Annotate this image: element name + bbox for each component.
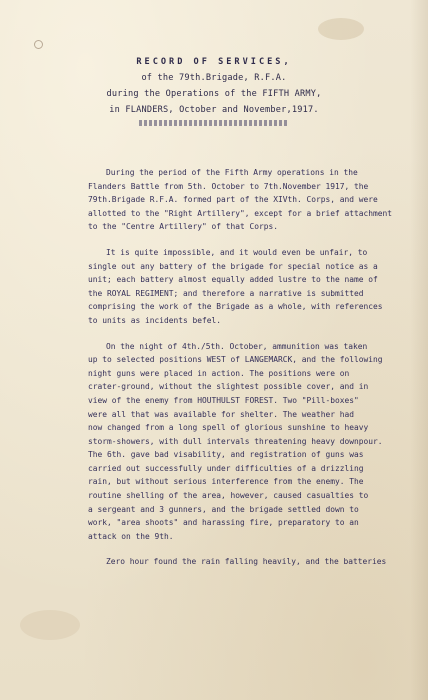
text-line: night guns were placed in action. The positions were on — [88, 368, 350, 378]
text-line: were all that was available for shelter. The weather had — [88, 409, 355, 419]
document-header — [0, 54, 428, 126]
text-line: crater-ground, without the slightest possible cover, and in — [88, 382, 369, 392]
paragraph-3 — [88, 340, 406, 544]
text-line: up to selected positions WEST of LANGEMARCK, and the following — [88, 355, 383, 365]
text-line: routine shelling of the area, however, caused casualties to — [88, 491, 369, 501]
text-line: During the period of the Fifth Army operations in the — [106, 168, 358, 177]
text-line: work, "area shoots" and harassing fire, preparatory to an — [88, 518, 359, 528]
text-line: storm-showers, with dull intervals threatening heavy downpour. — [88, 436, 383, 446]
text-line: Zero hour found the rain falling heavily, and the batteries — [106, 557, 387, 567]
text-line: comprising the work of the Brigade as a whole, with references — [88, 302, 383, 312]
text-line: Flanders Battle from 5th. October to 7th.November 1917, the — [88, 181, 369, 191]
text-line: attack on the 9th. — [88, 531, 174, 541]
text-line: to units as incidents befel. — [88, 315, 222, 325]
text-line: On the night of 4th./5th. October, ammunition was taken — [106, 341, 368, 351]
paragraph-1 — [88, 166, 406, 234]
text-line: allotted to the "Right Artillery", except for a brief attachment — [88, 208, 393, 218]
text-line: It is quite impossible, and it would even be unfair, to — [106, 247, 368, 257]
text-line: unit; each battery almost equally added lustre to the name of — [88, 275, 378, 285]
document-body — [88, 166, 406, 581]
punch-hole-mark — [34, 40, 43, 49]
paper-stain — [20, 610, 80, 640]
header-divider — [139, 120, 289, 126]
paragraph-2 — [88, 246, 406, 328]
text-line: a sergeant and 3 gunners, and the brigade settled down to — [88, 504, 359, 514]
text-line: The 6th. gave bad visability, and registration of guns was — [88, 450, 364, 460]
paper-stain — [318, 18, 364, 40]
text-line: single out any battery of the brigade for special notice as a — [88, 261, 378, 271]
header-operations: during the Operations of the FIFTH ARMY, — [106, 89, 322, 99]
text-line: rain, but without serious interference from the enemy. The — [88, 477, 364, 487]
header-location-date: in FLANDERS, October and November,1917. — [109, 105, 319, 115]
text-line: view of the enemy from HOUTHULST FOREST. Two "Pill-boxes" — [88, 395, 359, 405]
document-title: RECORD OF SERVICES, — [136, 57, 292, 67]
text-line: carried out successfully under difficulties of a drizzling — [88, 463, 364, 473]
text-line: now changed from a long spell of glorious sunshine to heavy — [88, 423, 369, 433]
paragraph-4 — [88, 555, 406, 569]
header-brigade: of the 79th.Brigade, R.F.A. — [141, 73, 287, 83]
text-line: 79th.Brigade R.F.A. formed part of the XIVth. Corps, and were — [88, 195, 378, 205]
text-line: to the "Centre Artillery" of that Corps. — [88, 222, 279, 232]
text-line: the ROYAL REGIMENT; and therefore a narrative is submitted — [88, 288, 364, 298]
